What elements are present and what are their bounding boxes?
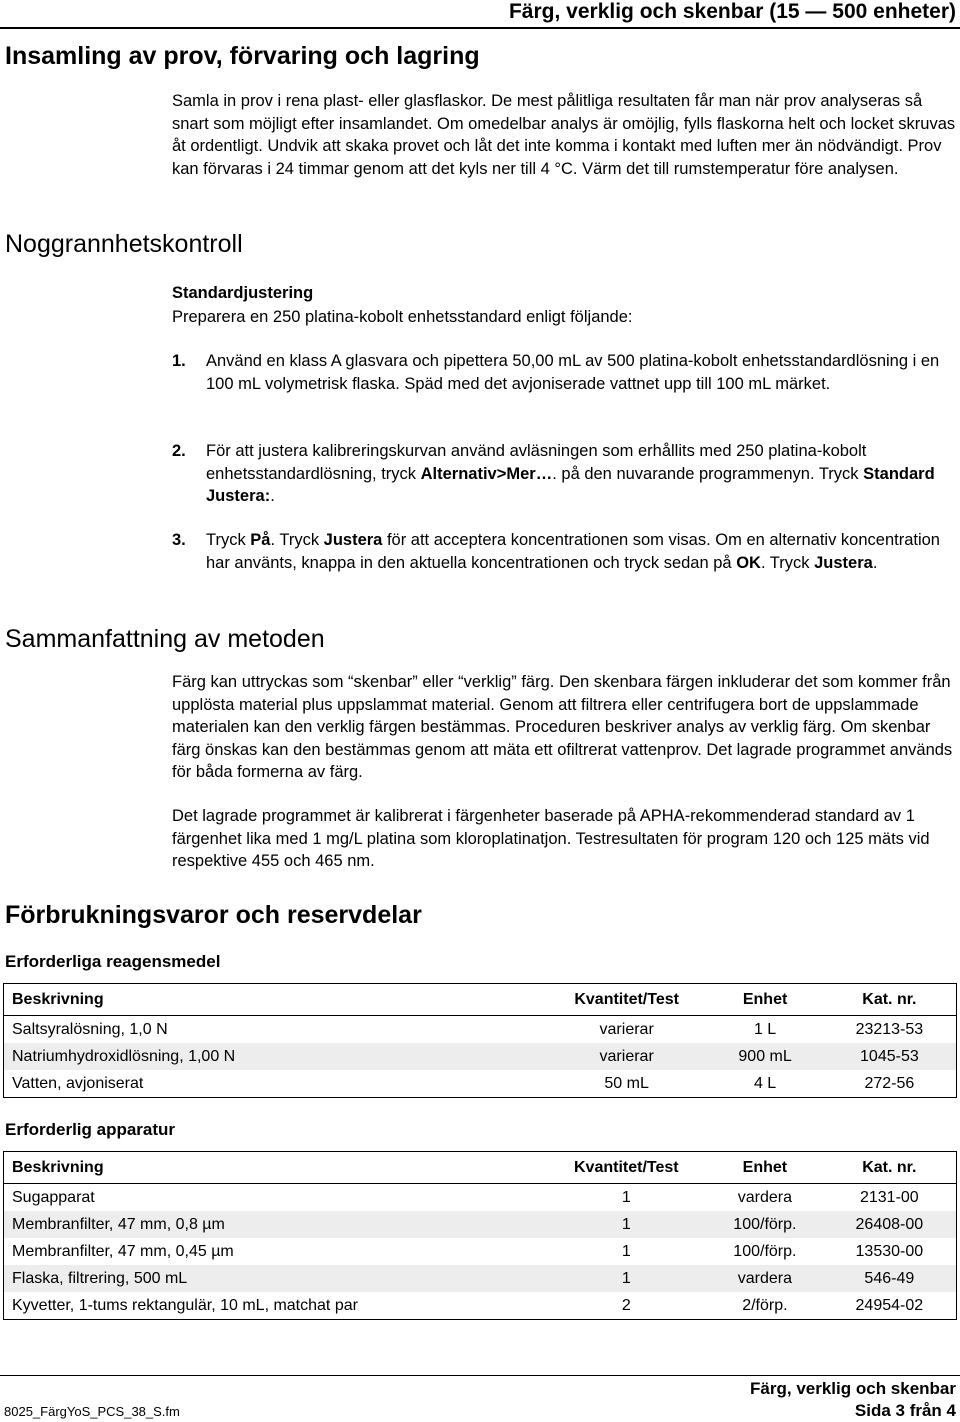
cell-unit: 4 L	[753, 1074, 777, 1092]
cell-unit: vardera	[707, 1265, 823, 1292]
cell-description: Saltsyralösning, 1,0 N	[12, 1020, 168, 1038]
summary-paragraph-2: Det lagrade programmet är kalibrerat i färgenheter baserade på APHA-rekommenderad standard av 1 färgenhet lika med 1 mg/L platina som kloroplatinatjon. Testresultaten för program 120 och 125 mäts vid respektive 455 och 465 nm.	[172, 807, 930, 871]
cell-description: Flaska, filtrering, 500 mL	[4, 1265, 546, 1292]
step-text: Tryck På. Tryck Justera för att acceptera koncentrationen som visas. Om en alternativ koncentration har använts, knappa in den aktuella koncentrationen och tryck sedan på OK. Tryck Justera.	[206, 531, 940, 572]
cell-description: Natriumhydroxidlösning, 1,00 N	[4, 1043, 546, 1070]
cell-unit: vardera	[737, 1188, 792, 1206]
footer-rule	[0, 1375, 960, 1376]
cell-quantity: 1	[621, 1242, 631, 1260]
cell-quantity: 1	[621, 1188, 631, 1206]
step-number: 1.	[172, 352, 186, 370]
cell-catalog-number: 2131-00	[859, 1188, 919, 1206]
column-header-description: Beskrivning	[4, 1152, 546, 1184]
table-row	[4, 1184, 957, 1212]
table-row	[4, 1043, 957, 1070]
footer-file-name: 8025_FärgYoS_PCS_38_S.fm	[4, 1404, 180, 1419]
table-header-row	[4, 1152, 957, 1184]
cell-quantity: 2	[621, 1296, 631, 1314]
column-header-quantity: Kvantitet/Test	[546, 1152, 708, 1184]
footer-title-block	[750, 1378, 956, 1422]
cell-quantity: varierar	[599, 1020, 654, 1038]
cell-unit: 900 mL	[707, 1043, 822, 1070]
ui-label-adjust: Justera	[814, 553, 873, 572]
reagents-table-title: Erforderliga reagensmedel	[5, 952, 221, 971]
cell-description: Kyvetter, 1-tums rektangulär, 10 mL, matchat par	[12, 1296, 358, 1314]
table-row	[4, 1265, 957, 1292]
ui-label-on: På	[250, 531, 271, 549]
cell-catalog-number: 23213-53	[855, 1020, 924, 1038]
cell-unit: 100/förp.	[707, 1211, 823, 1238]
step-number: 2.	[172, 442, 186, 460]
section-heading-accuracy: Noggrannhetskontroll	[5, 230, 243, 258]
table-row	[4, 1211, 957, 1238]
cell-catalog-number: 546-49	[823, 1265, 957, 1292]
step-number: 3.	[172, 531, 186, 549]
step-text: För att justera kalibreringskurvan använd avläsningen som erhållits med 250 platina-kobolt enhetsstandardlösning, tryck Alternativ>Mer…. på den nuvarande programmenyn. Tryck Standard Justera:.	[206, 442, 935, 506]
column-header-catalog-number: Kat. nr.	[823, 1152, 957, 1184]
ui-label-ok: OK	[736, 553, 761, 572]
cell-description: Sugapparat	[12, 1188, 95, 1206]
column-header-quantity: Kvantitet/Test	[546, 984, 708, 1016]
sampling-text: Samla in prov i rena plast- eller glasflaskor. De mest pålitliga resultaten får man när prov analyseras så snart som möjligt efter insamlandet. Om omedelbar analys är omöjlig, fylls flaskorna helt och locket skruvas åt ordentligt. Undvik att skaka provet och låt det inte komma i kontakt med luften mer än nödvändigt. Prov kan förvaras i 24 timmar genom att det kyls ner till 4 °C. Värm det till rumstemperatur före analysen.	[172, 92, 956, 178]
cell-quantity: 1	[546, 1211, 708, 1238]
subheading-standard-adjustment: Standardjustering	[172, 284, 314, 302]
cell-description: Vatten, avjoniserat	[12, 1074, 144, 1092]
cell-unit: 1 L	[753, 1020, 777, 1038]
accuracy-intro: Preparera en 250 platina-kobolt enhetsstandard enligt följande:	[172, 308, 633, 326]
page-header-title: Färg, verklig och skenbar (15 — 500 enheter)	[508, 0, 956, 23]
footer-document-title: Färg, verklig och skenbar	[750, 1379, 956, 1398]
ui-label-standard-adjust: Standard Justera:	[206, 464, 935, 506]
cell-quantity: 50 mL	[604, 1074, 649, 1092]
header-rule	[0, 27, 960, 29]
cell-description: Membranfilter, 47 mm, 0,8 µm	[4, 1211, 546, 1238]
section-heading-supplies: Förbrukningsvaror och reservdelar	[5, 901, 422, 929]
ui-label-adjust: Justera	[323, 531, 383, 549]
cell-description: Membranfilter, 47 mm, 0,45 µm	[12, 1242, 234, 1260]
cell-unit: 2/förp.	[742, 1296, 788, 1314]
table-row	[4, 1070, 957, 1098]
column-header-unit: Enhet	[707, 1152, 823, 1184]
section-heading-sampling: Insamling av prov, förvaring och lagring	[5, 42, 480, 70]
step-text: Använd en klass A glasvara och pipettera 50,00 mL av 500 platina-kobolt enhetsstandardlösning i en 100 mL volymetrisk flaska. Späd med det avjoniserade vattnet upp till 100 mL märket.	[206, 352, 940, 393]
cell-catalog-number: 1045-53	[823, 1043, 957, 1070]
reagents-table	[3, 983, 957, 1098]
cell-quantity: 1	[546, 1265, 708, 1292]
footer-page-number: Sida 3 från 4	[854, 1401, 956, 1420]
table-row	[4, 1238, 957, 1265]
cell-catalog-number: 24954-02	[855, 1296, 924, 1314]
cell-unit: 100/förp.	[733, 1242, 797, 1260]
table-row	[4, 1016, 957, 1044]
cell-catalog-number: 26408-00	[823, 1211, 957, 1238]
apparatus-table-title: Erforderlig apparatur	[5, 1120, 176, 1139]
summary-paragraph-1: Färg kan uttryckas som “skenbar” eller “verklig” färg. Den skenbara färgen inkluderar det som kommer från upplösta material plus uppslammat material. Genom att filtrera eller centrifugera bort de uppslammade materialen kan den verklig färgen bestämmas. Proceduren beskriver analys av verklig färg. Om skenbar färg önskas kan den bestämmas genom att mäta ett ofiltrerat vattenprov. Det lagrade programmet används för båda formerna av färg.	[172, 673, 953, 782]
section-heading-summary: Sammanfattning av metoden	[5, 625, 325, 653]
apparatus-table	[3, 1151, 957, 1320]
column-header-description: Beskrivning	[4, 984, 546, 1016]
table-row	[4, 1292, 957, 1320]
cell-catalog-number: 13530-00	[855, 1242, 924, 1260]
cell-catalog-number: 272-56	[864, 1074, 915, 1092]
table-header-row	[4, 984, 957, 1016]
column-header-catalog-number: Kat. nr.	[823, 984, 957, 1016]
column-header-unit: Enhet	[707, 984, 822, 1016]
cell-quantity: varierar	[546, 1043, 708, 1070]
ui-label-options-more: Alternativ>Mer…	[420, 464, 553, 483]
